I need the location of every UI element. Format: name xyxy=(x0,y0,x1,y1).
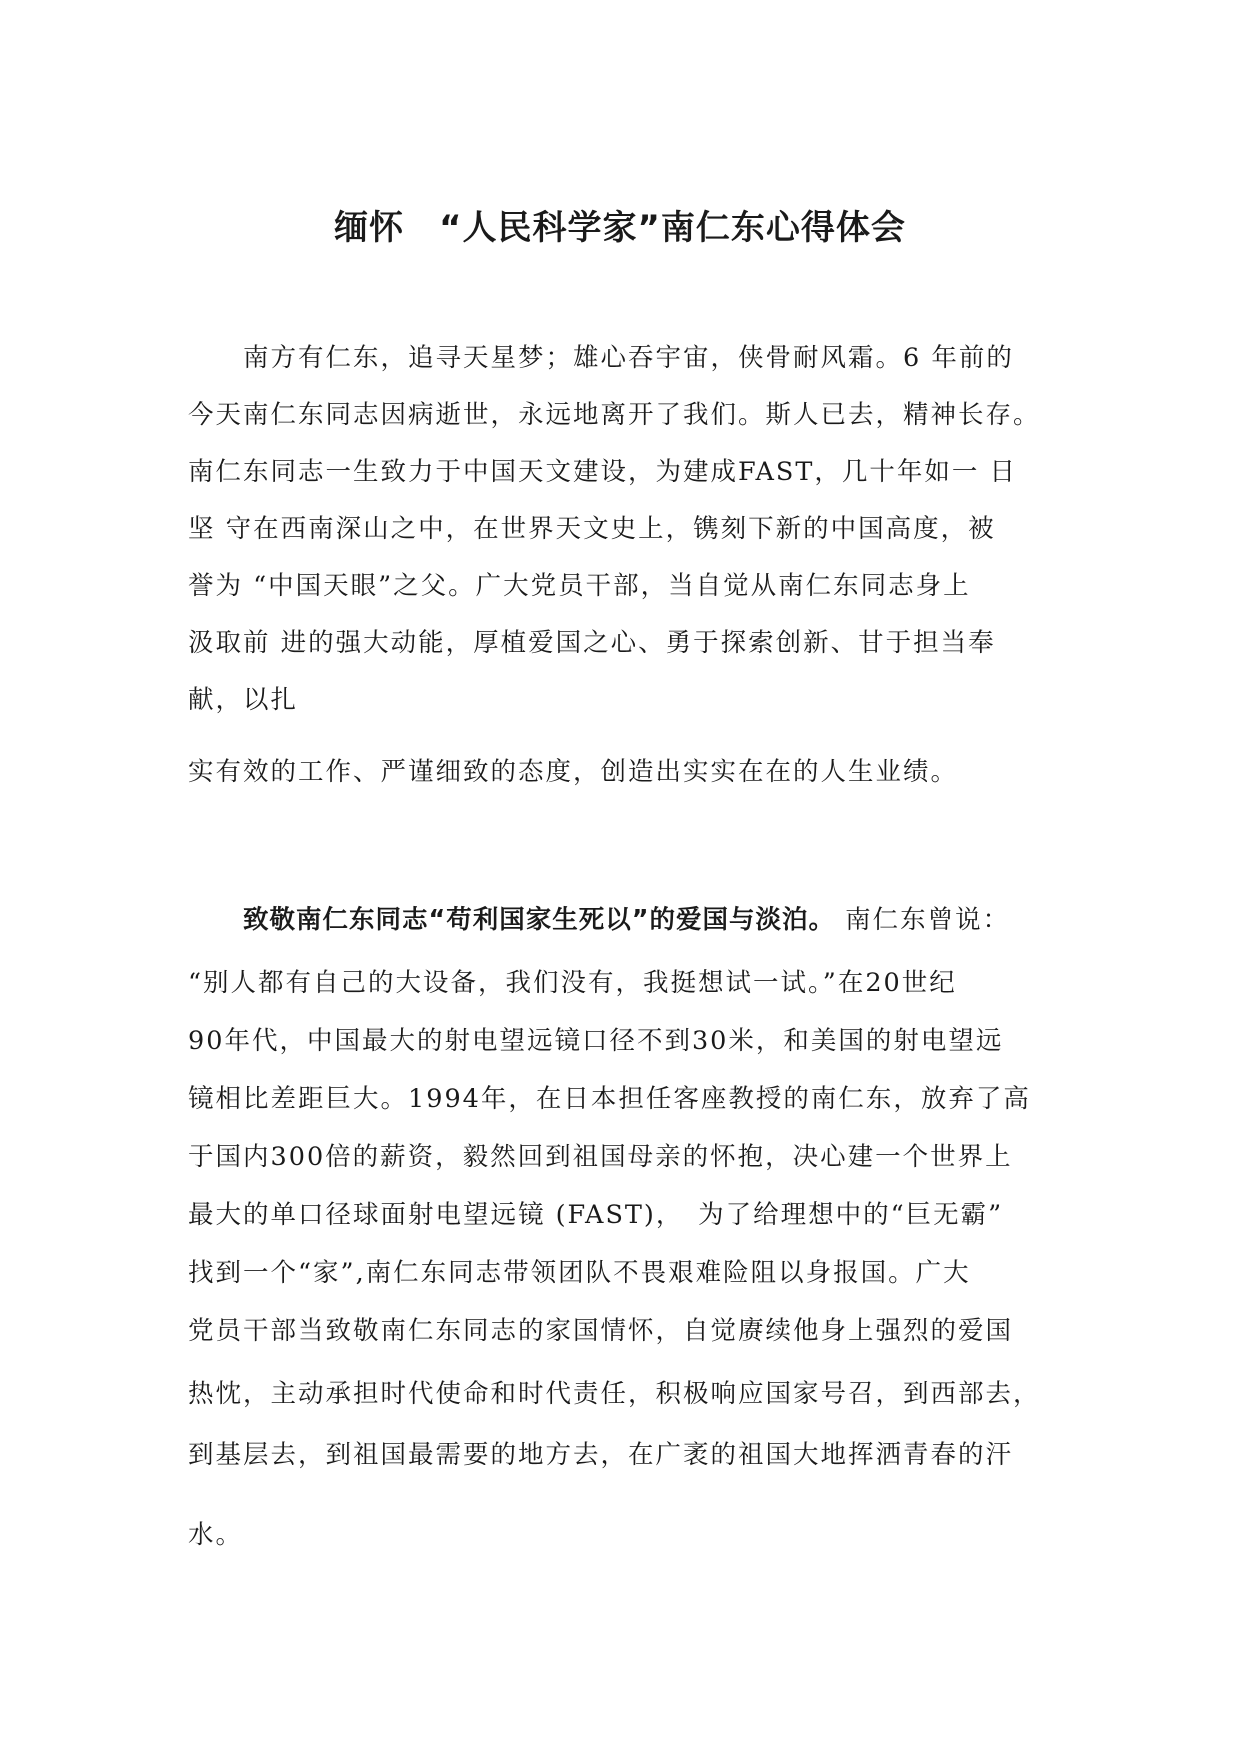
paragraph-2-line: 党员干部当致敬南仁东同志的家国情怀，自觉赓续他身上强烈的爱国 xyxy=(188,1316,1014,1346)
paragraph-1-line: 献，以扎 xyxy=(188,685,299,715)
paragraph-1-line: 誉为 “中国天眼”之父。广大党员干部，当自觉从南仁东同志身上 xyxy=(188,571,971,601)
paragraph-2-line: 到基层去，到祖国最需要的地方去，在广袤的祖国大地挥洒青春的汗 xyxy=(188,1440,1014,1470)
paragraph-2-lead-bold: 致敬南仁东同志“苟利国家生死以”的爱国与淡泊。 xyxy=(243,905,836,935)
paragraph-2-line: “别人都有自己的大设备，我们没有，我挺想试一试。”在20世纪 xyxy=(188,968,957,998)
paragraph-1-line: 实有效的工作、严谨细致的态度，创造出实实在在的人生业绩。 xyxy=(188,757,959,787)
paragraph-2-lead xyxy=(188,900,1010,940)
paragraph-2-line: 镜相比差距巨大。1994年，在日本担任客座教授的南仁东，放弃了高 xyxy=(188,1084,1031,1114)
paragraph-2-line: 90年代，中国最大的射电望远镜口径不到30米，和美国的射电望远 xyxy=(188,1026,1004,1056)
paragraph-1-line: 南仁东同志一生致力于中国天文建设，为建成FAST，几十年如一 日 xyxy=(188,457,1017,487)
paragraph-2-line: 水。 xyxy=(188,1520,244,1550)
paragraph-1-line: 今天南仁东同志因病逝世，永远地离开了我们。斯人已去，精神长存。 xyxy=(188,400,1041,430)
paragraph-1-line: 坚 守在西南深山之中，在世界天文史上，镌刻下新的中国高度，被 xyxy=(188,514,996,544)
document-title: 缅怀 “人民科学家”南仁东心得体会 xyxy=(334,208,906,248)
paragraph-2-line: 于国内300倍的薪资，毅然回到祖国母亲的怀抱，决心建一个世界上 xyxy=(188,1142,1013,1172)
paragraph-2-lead-rest: 南仁东曾说： xyxy=(835,905,1011,935)
paragraph-2-line: 最大的单口径球面射电望远镜 (FAST)， 为了给理想中的“巨无霸” xyxy=(188,1200,1004,1230)
paragraph-2-line: 热忱，主动承担时代使命和时代责任，积极响应国家号召，到西部去， xyxy=(188,1379,1041,1409)
paragraph-1-line: 南方有仁东，追寻天星梦；雄心吞宇宙，侠骨耐风霜。6 年前的 xyxy=(188,343,1014,373)
paragraph-2-line: 找到一个“家”,南仁东同志带领团队不畏艰难险阻以身报国。广大 xyxy=(188,1258,971,1288)
paragraph-1-line: 汲取前 进的强大动能，厚植爱国之心、勇于探索创新、甘于担当奉 xyxy=(188,628,996,658)
